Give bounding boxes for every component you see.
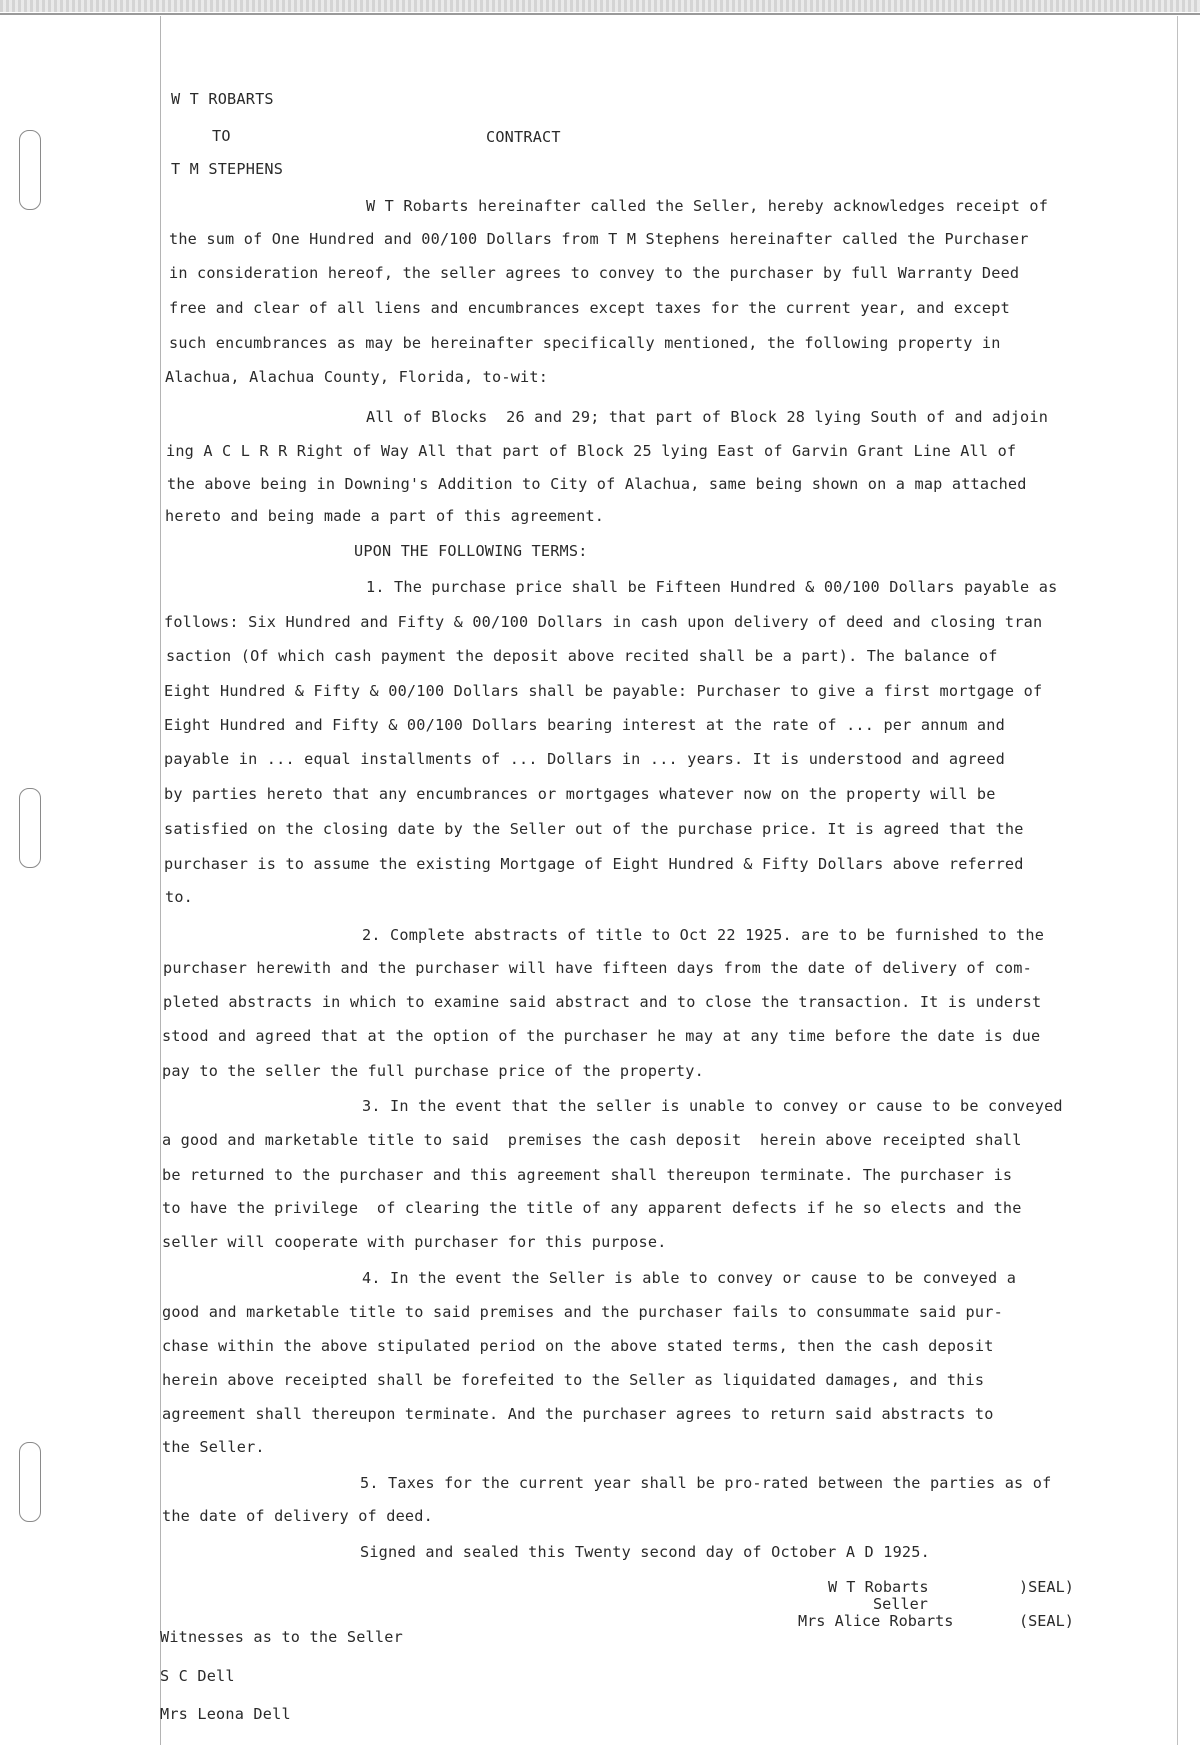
term1-line: to.	[165, 888, 194, 906]
intro-line: W T Robarts hereinafter called the Seller, hereby acknowledges receipt of	[366, 197, 1049, 215]
second-signer-name: Mrs Alice Robarts	[798, 1612, 954, 1630]
term4-line: the Seller.	[162, 1438, 265, 1456]
term1-line: Eight Hundred and Fifty & 00/100 Dollars bearing interest at the rate of ... per annum and	[164, 716, 1005, 734]
term1-line: follows: Six Hundred and Fifty & 00/100 Dollars in cash upon delivery of deed and closing tran	[164, 613, 1043, 631]
term1-line: payable in ... equal installments of ... Dollars in ... years. It is understood and agreed	[164, 750, 1005, 768]
intro-line: free and clear of all liens and encumbrances except taxes for the current year, and except	[169, 299, 1010, 317]
seller-role: Seller	[873, 1595, 928, 1613]
seal-two: (SEAL)	[1019, 1612, 1074, 1630]
term1-line: by parties hereto that any encumbrances or mortgages whatever now on the property will be	[164, 785, 996, 803]
seal-one: )SEAL)	[1019, 1578, 1074, 1596]
witness-one: S C Dell	[160, 1667, 235, 1685]
term2-line: 2. Complete abstracts of title to Oct 22 1925. are to be furnished to the	[362, 926, 1045, 944]
term4-line: agreement shall thereupon terminate. And the purchaser agrees to return said abstracts to	[162, 1405, 994, 1423]
contract-title: CONTRACT	[486, 128, 561, 146]
signed-sealed-line: Signed and sealed this Twenty second day of October A D 1925.	[360, 1543, 930, 1561]
term5-line: the date of delivery of deed.	[162, 1507, 433, 1525]
term1-line: satisfied on the closing date by the Seller out of the purchase price. It is agreed that the	[164, 820, 1024, 838]
term4-line: 4. In the event the Seller is able to convey or cause to be conveyed a	[362, 1269, 1017, 1287]
term2-line: pay to the seller the full purchase price of the property.	[162, 1062, 704, 1080]
witnesses-label: Witnesses as to the Seller	[160, 1628, 403, 1646]
term1-line: purchaser is to assume the existing Mortgage of Eight Hundred & Fifty Dollars above referred	[164, 855, 1024, 873]
seller-name: W T Robarts	[828, 1578, 929, 1596]
term4-line: chase within the above stipulated period on the above stated terms, then the cash deposit	[162, 1337, 994, 1355]
term4-line: herein above receipted shall be forefeited to the Seller as liquidated damages, and this	[162, 1371, 985, 1389]
term5-line: 5. Taxes for the current year shall be pro-rated between the parties as of	[360, 1474, 1052, 1492]
property-line: the above being in Downing's Addition to City of Alachua, same being shown on a map attached	[167, 475, 1027, 493]
term3-line: a good and marketable title to said premises the cash deposit herein above receipted shall	[162, 1131, 1022, 1149]
term1-line: 1. The purchase price shall be Fifteen Hundred & 00/100 Dollars payable as	[366, 578, 1058, 596]
header-party-one: W T ROBARTS	[171, 90, 274, 108]
term2-line: purchaser herewith and the purchaser will have fifteen days from the date of delivery of com-	[163, 959, 1032, 977]
term3-line: to have the privilege of clearing the title of any apparent defects if he so elects and the	[162, 1199, 1022, 1217]
intro-line: such encumbrances as may be hereinafter specifically mentioned, the following property in	[169, 334, 1001, 352]
term4-line: good and marketable title to said premises and the purchaser fails to consummate said pur-	[162, 1303, 1003, 1321]
term3-line: seller will cooperate with purchaser for this purpose.	[162, 1233, 667, 1251]
intro-line: the sum of One Hundred and 00/100 Dollars from T M Stephens hereinafter called the Purchaser	[169, 230, 1029, 248]
property-line: ing A C L R R Right of Way All that part of Block 25 lying East of Garvin Grant Line All of	[166, 442, 1017, 460]
property-line: All of Blocks 26 and 29; that part of Block 28 lying South of and adjoin	[366, 408, 1049, 426]
term3-line: be returned to the purchaser and this agreement shall thereupon terminate. The purchaser is	[162, 1166, 1013, 1184]
witness-two: Mrs Leona Dell	[160, 1705, 291, 1723]
header-to: TO	[212, 127, 231, 145]
term1-line: saction (Of which cash payment the deposit above recited shall be a part). The balance of	[166, 647, 998, 665]
terms-heading: UPON THE FOLLOWING TERMS:	[354, 542, 588, 560]
property-line: hereto and being made a part of this agreement.	[165, 507, 605, 525]
term3-line: 3. In the event that the seller is unable to convey or cause to be conveyed	[362, 1097, 1063, 1115]
term2-line: pleted abstracts in which to examine said abstract and to close the transaction. It is underst	[163, 993, 1042, 1011]
intro-line: in consideration hereof, the seller agrees to convey to the purchaser by full Warranty Deed	[169, 264, 1020, 282]
term2-line: stood and agreed that at the option of the purchaser he may at any time before the date is due	[162, 1027, 1041, 1045]
term1-line: Eight Hundred & Fifty & 00/100 Dollars shall be payable: Purchaser to give a first mortgage of	[164, 682, 1043, 700]
intro-line: Alachua, Alachua County, Florida, to-wit:	[165, 368, 549, 386]
header-party-two: T M STEPHENS	[171, 160, 284, 178]
